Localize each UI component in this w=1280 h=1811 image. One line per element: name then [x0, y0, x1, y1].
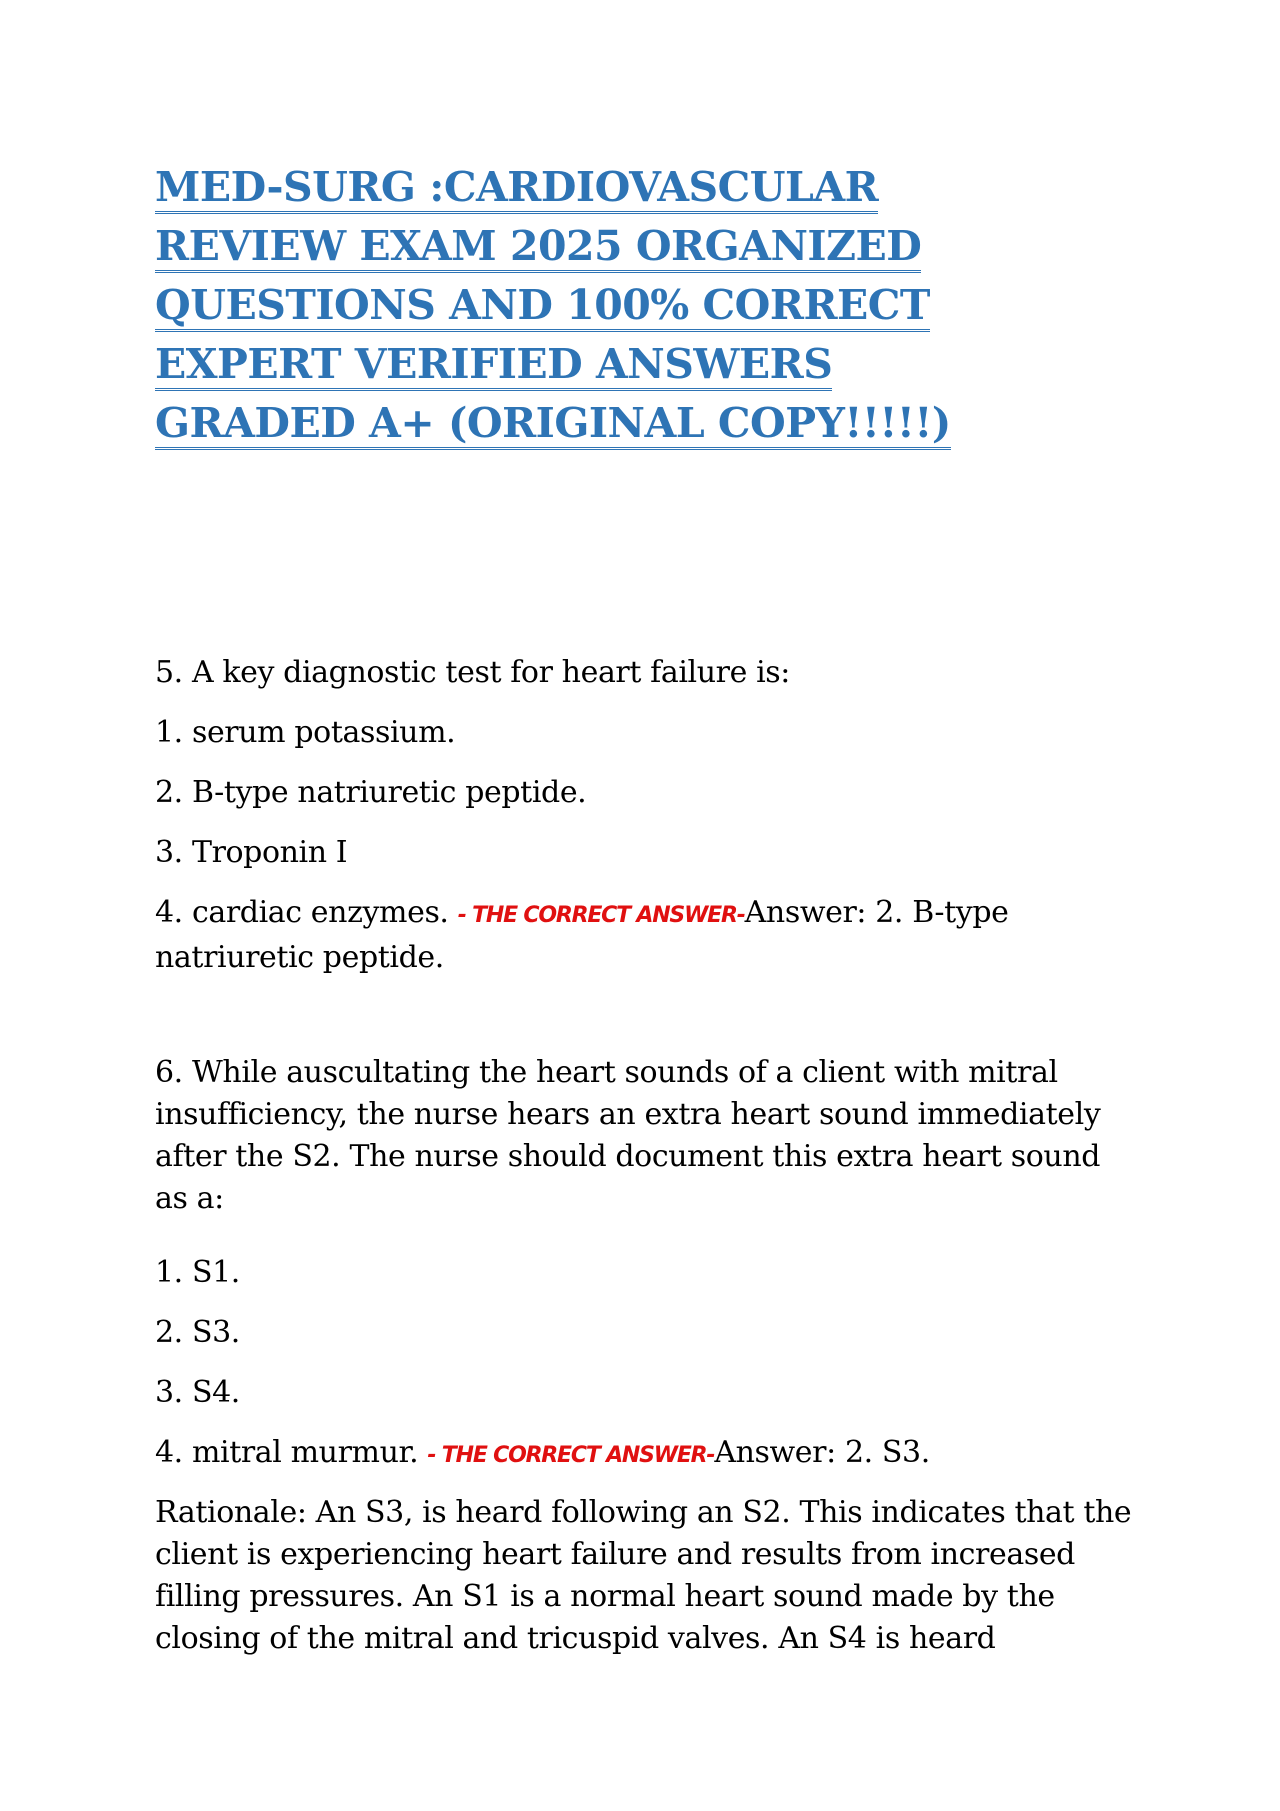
- question-6-option-1: 1. S1.: [155, 1255, 240, 1290]
- question-5-option-4: 4. cardiac enzymes.: [155, 895, 458, 930]
- question-6-option-4: 4. mitral murmur.: [155, 1435, 428, 1470]
- question-6-text: 6. While auscultating the heart sounds of a client with mitral insufficiency, the nurse hears an extra heart sound immediately after the S2. The nurse should document this extra heart sound as a:: [155, 1055, 1101, 1216]
- title-line-1: MED-SURG :CARDIOVASCULAR: [155, 163, 878, 214]
- title-line-3: QUESTIONS AND 100% CORRECT: [155, 281, 930, 332]
- correct-answer-tag: - THE CORRECT ANSWER-: [427, 1443, 715, 1468]
- correct-answer-tag: - THE CORRECT ANSWER-: [457, 903, 745, 928]
- question-5-option-4-with-answer: [155, 892, 1055, 979]
- title-line-5: GRADED A+ (ORIGINAL COPY!!!!!): [155, 399, 951, 450]
- question-6-answer: Answer: 2. S3.: [714, 1435, 930, 1470]
- title-line-4: EXPERT VERIFIED ANSWERS: [155, 340, 832, 391]
- title-line-2: REVIEW EXAM 2025 ORGANIZED: [155, 222, 921, 273]
- question-5-option-1: 1. serum potassium.: [155, 715, 456, 750]
- question-5-answer: Answer: 2. B-type natriuretic peptide.: [155, 895, 1009, 975]
- question-6-rationale: Rationale: An S3, is heard following an S2. This indicates that the client is experiencing heart failure and results from increased filling pressures. An S1 is a normal heart sound made by the closing of the mitral and tricuspid valves. An S4 is heard: [155, 1495, 1132, 1656]
- question-5-option-3: 3. Troponin I: [155, 835, 348, 870]
- question-5-text: 5. A key diagnostic test for heart failure is:: [155, 655, 790, 690]
- question-6-option-4-with-answer: [155, 1432, 930, 1477]
- question-6-option-2: 2. S3.: [155, 1315, 240, 1350]
- document-title: [155, 158, 1115, 453]
- question-5-option-2: 2. B-type natriuretic peptide.: [155, 775, 587, 810]
- question-6-option-3: 3. S4.: [155, 1375, 240, 1410]
